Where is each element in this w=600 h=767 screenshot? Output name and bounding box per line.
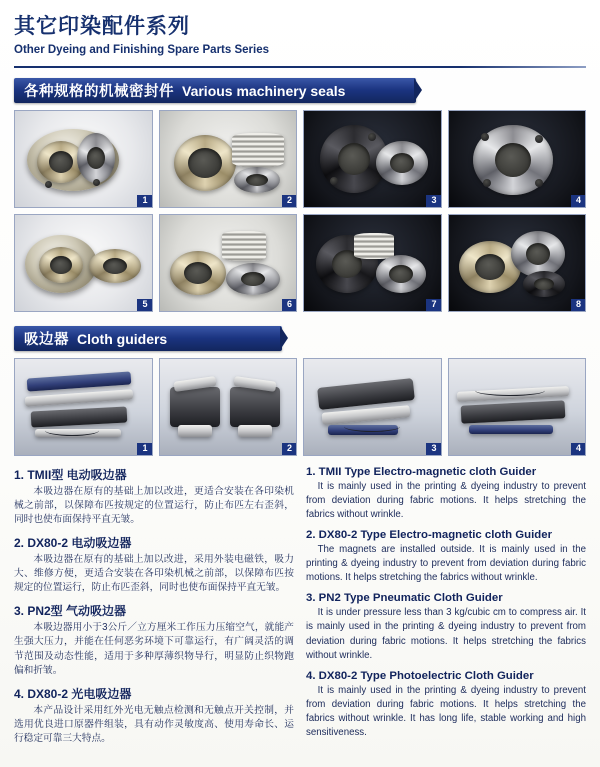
seal-photo-6 bbox=[160, 215, 297, 311]
en-body-4: It is mainly used in the printing & dyeing industry to prevent from deviation during fabric motions. It helps stretching the fabrics without wrinkle. It has long life, stable working and high sensitiveness. bbox=[306, 684, 586, 738]
page-header bbox=[0, 0, 600, 60]
photo-grid-seals bbox=[14, 110, 586, 312]
photo-cell-guider-3 bbox=[303, 358, 442, 456]
section-title-en-guiders: Cloth guiders bbox=[77, 330, 168, 347]
photo-number: 7 bbox=[426, 299, 440, 311]
photo-number: 2 bbox=[282, 195, 296, 207]
cn-body-2: 本吸边器在原有的基础上加以改进，采用外装电磁铁，吸力大、维修方便，更适合安装在各印染机械之前部，以保障布匹按规定的位置运行，防止布匹歪斜，同时也使布面保持平直无皱。 bbox=[14, 554, 294, 594]
section-header-seals bbox=[14, 78, 416, 103]
photo-number: 1 bbox=[137, 443, 151, 455]
section-title-cn-guiders: 吸边器 bbox=[24, 332, 69, 348]
photo-number: 3 bbox=[426, 195, 440, 207]
page-title-en: Other Dyeing and Finishing Spare Parts Series bbox=[14, 44, 269, 56]
cn-body-1: 本吸边器在原有的基础上加以改进，更适合安装在各印染机械之前部，以保障布匹按规定的位置运行，防止布匹左右歪斜，同时也使布面保持平直无皱。 bbox=[14, 486, 294, 526]
seal-photo-7 bbox=[304, 215, 441, 311]
en-heading-3: 3. PN2 Type Pneumatic Cloth Guider bbox=[306, 592, 503, 605]
photo-cell-seal-2 bbox=[159, 110, 298, 208]
photo-cell-guider-1 bbox=[14, 358, 153, 456]
photo-cell-seal-5 bbox=[14, 214, 153, 312]
en-body-1: It is mainly used in the printing & dyeing industry to prevent from deviation during fabric motions. It helps stretching the fabrics without wrinkle. bbox=[306, 481, 586, 521]
photo-cell-seal-4 bbox=[448, 110, 587, 208]
en-heading-2: 2. DX80-2 Type Electro-magnetic cloth Guider bbox=[306, 529, 553, 542]
seal-photo-1 bbox=[15, 111, 152, 207]
column-english bbox=[306, 466, 586, 753]
photo-cell-guider-4 bbox=[448, 358, 587, 456]
seal-photo-2 bbox=[160, 111, 297, 207]
photo-number: 4 bbox=[571, 443, 585, 455]
photo-number: 4 bbox=[571, 195, 585, 207]
en-body-3: It is under pressure less than 3 kg/cubic cm to compress air. It is mainly used in the printing & dyeing industry to prevent from deviation during fabric motions. It helps stretching the fabrics without wrinkle. bbox=[306, 607, 586, 661]
photo-cell-seal-6 bbox=[159, 214, 298, 312]
section-title-en-seals: Various machinery seals bbox=[182, 82, 346, 99]
page-title-cn: 其它印染配件系列 bbox=[14, 15, 190, 38]
cn-heading-1: 1. TMII型 电动吸边器 bbox=[14, 468, 127, 482]
photo-cell-seal-3 bbox=[303, 110, 442, 208]
guider-photo-4 bbox=[449, 359, 586, 455]
photo-cell-seal-8 bbox=[448, 214, 587, 312]
cn-heading-2: 2. DX80-2 电动吸边器 bbox=[14, 536, 132, 551]
en-body-2: The magnets are installed outside. It is mainly used in the printing & dyeing industry to prevent from deviation during fabric motions. It helps stretching the fabrics without wrinkle. bbox=[306, 544, 586, 584]
header-divider bbox=[14, 66, 586, 68]
seal-photo-3 bbox=[304, 111, 441, 207]
column-chinese bbox=[14, 466, 294, 753]
photo-number: 8 bbox=[571, 299, 585, 311]
photo-number: 3 bbox=[426, 443, 440, 455]
cn-heading-4: 4. DX80-2 光电吸边器 bbox=[14, 686, 132, 701]
photo-number: 2 bbox=[282, 443, 296, 455]
en-heading-4: 4. DX80-2 Type Photoelectric Cloth Guider bbox=[306, 669, 534, 682]
photo-cell-seal-7 bbox=[303, 214, 442, 312]
cn-heading-3: 3. PN2型 气动吸边器 bbox=[14, 604, 127, 619]
photo-cell-guider-2 bbox=[159, 358, 298, 456]
section-title-cn-seals: 各种规格的机械密封件 bbox=[24, 84, 174, 100]
description-columns bbox=[14, 466, 586, 753]
guider-photo-2 bbox=[160, 359, 297, 455]
cn-body-3: 本吸边器用小于3公斤／立方厘米工作压力压缩空气，就能产生强大压力，并能在任何恶劣环境下可靠运行，有广阔灵活的调节范围及动态性能，适用于多种厚薄织物导行，明显防止织物跑偏和折皱。 bbox=[14, 622, 294, 676]
cn-body-4: 本产品设计采用红外光电无触点检测和无触点开关控制，并选用优良进口原器件组装，具有动作灵敏度高、使用寿命长、运行稳定可靠三大特点。 bbox=[14, 704, 294, 744]
seal-photo-5 bbox=[15, 215, 152, 311]
seal-photo-4 bbox=[449, 111, 586, 207]
guider-photo-3 bbox=[304, 359, 441, 455]
photo-number: 1 bbox=[137, 195, 151, 207]
photo-cell-seal-1 bbox=[14, 110, 153, 208]
seal-photo-8 bbox=[449, 215, 586, 311]
guider-photo-1 bbox=[15, 359, 152, 455]
photo-number: 5 bbox=[137, 299, 151, 311]
section-header-guiders bbox=[14, 326, 282, 351]
en-heading-1: 1. TMII Type Electro-magnetic cloth Guider bbox=[306, 466, 537, 478]
photo-grid-guiders bbox=[14, 358, 586, 456]
photo-number: 6 bbox=[282, 299, 296, 311]
